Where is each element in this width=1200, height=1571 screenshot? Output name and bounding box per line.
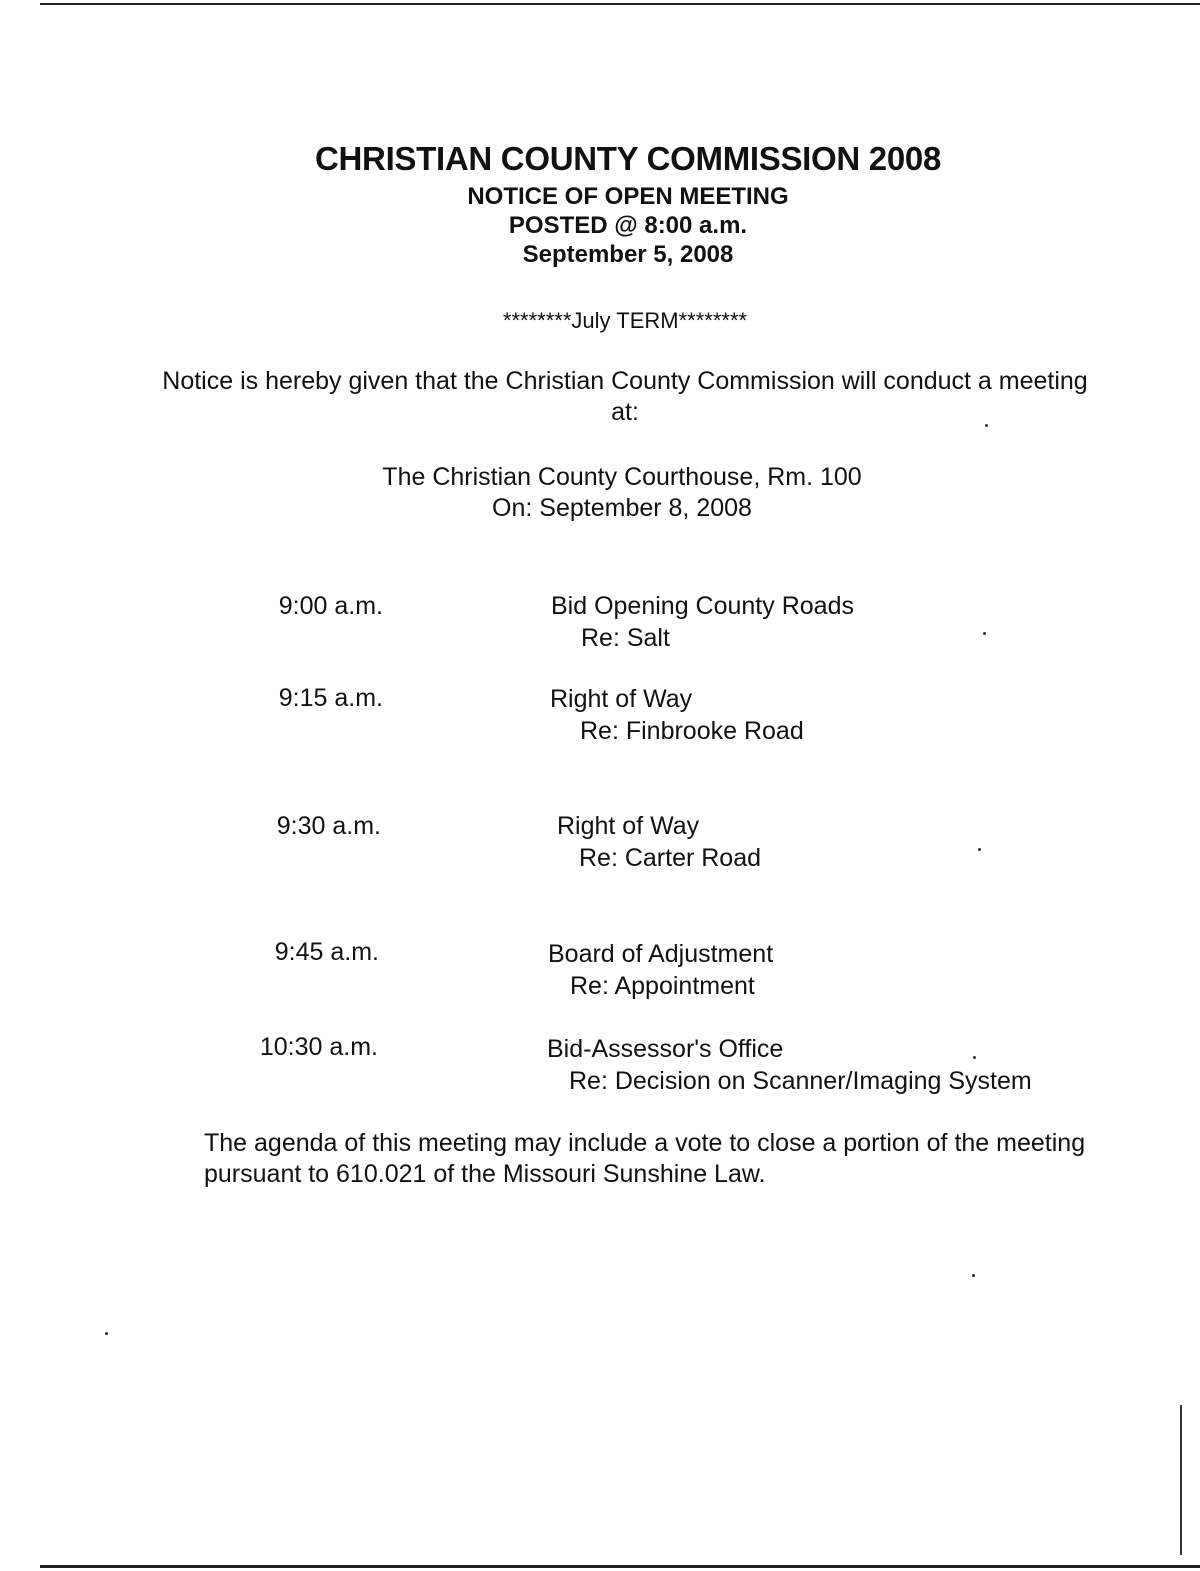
location-date: On: September 8, 2008 <box>492 494 752 522</box>
agenda-item-title: Bid Opening County Roads <box>551 592 854 620</box>
agenda-item-title: Right of Way <box>550 685 693 713</box>
agenda-item-title: Bid-Assessor's Office <box>547 1035 784 1063</box>
agenda-time: 9:00 a.m. <box>278 592 383 620</box>
agenda-item <box>551 590 854 654</box>
scan-edge-top <box>40 3 1200 5</box>
scan-speck <box>105 1332 108 1335</box>
scan-edge-right <box>1180 1405 1182 1555</box>
agenda-time: 10:30 a.m. <box>259 1033 378 1061</box>
agenda-item-title: Right of Way <box>557 812 700 840</box>
posted-date: September 5, 2008 <box>522 241 734 268</box>
scan-speck <box>972 1274 975 1277</box>
notice-text: Notice is hereby given that the Christian County Commission will conduct a meeting at: <box>162 367 1088 426</box>
term-label: ********July TERM******** <box>502 308 748 333</box>
agenda-time: 9:45 a.m. <box>274 938 379 966</box>
agenda-item-re: Re: Decision on Scanner/Imaging System <box>569 1067 1032 1095</box>
posted-time: POSTED @ 8:00 a.m. <box>508 212 748 239</box>
header-subtitle <box>28 182 1200 269</box>
notice-type: NOTICE OF OPEN MEETING <box>467 183 789 210</box>
closing-statement: The agenda of this meeting may include a vote to close a portion of the meeting pursuant to 610.021 of the Missouri Sunshine Law. <box>204 1129 1086 1188</box>
agenda-item <box>557 810 761 874</box>
scan-speck <box>983 632 986 635</box>
agenda-item <box>548 938 773 1002</box>
agenda-time: 9:15 a.m. <box>278 684 383 712</box>
agenda-time: 9:30 a.m. <box>276 812 381 840</box>
location-place: The Christian County Courthouse, Rm. 100 <box>382 463 862 491</box>
page-title: CHRISTIAN COUNTY COMMISSION 2008 <box>314 140 942 177</box>
scan-speck <box>978 848 981 851</box>
agenda-item-re: Re: Finbrooke Road <box>580 717 804 745</box>
meeting-location <box>22 462 1200 524</box>
agenda-item-re: Re: Appointment <box>570 972 755 1000</box>
agenda-item-re: Re: Carter Road <box>579 844 762 872</box>
agenda-item-re: Re: Salt <box>581 624 670 652</box>
agenda-item-title: Board of Adjustment <box>548 940 774 968</box>
scan-edge-bottom <box>40 1565 1200 1568</box>
agenda-item <box>547 1033 1032 1097</box>
agenda-item <box>550 683 804 747</box>
